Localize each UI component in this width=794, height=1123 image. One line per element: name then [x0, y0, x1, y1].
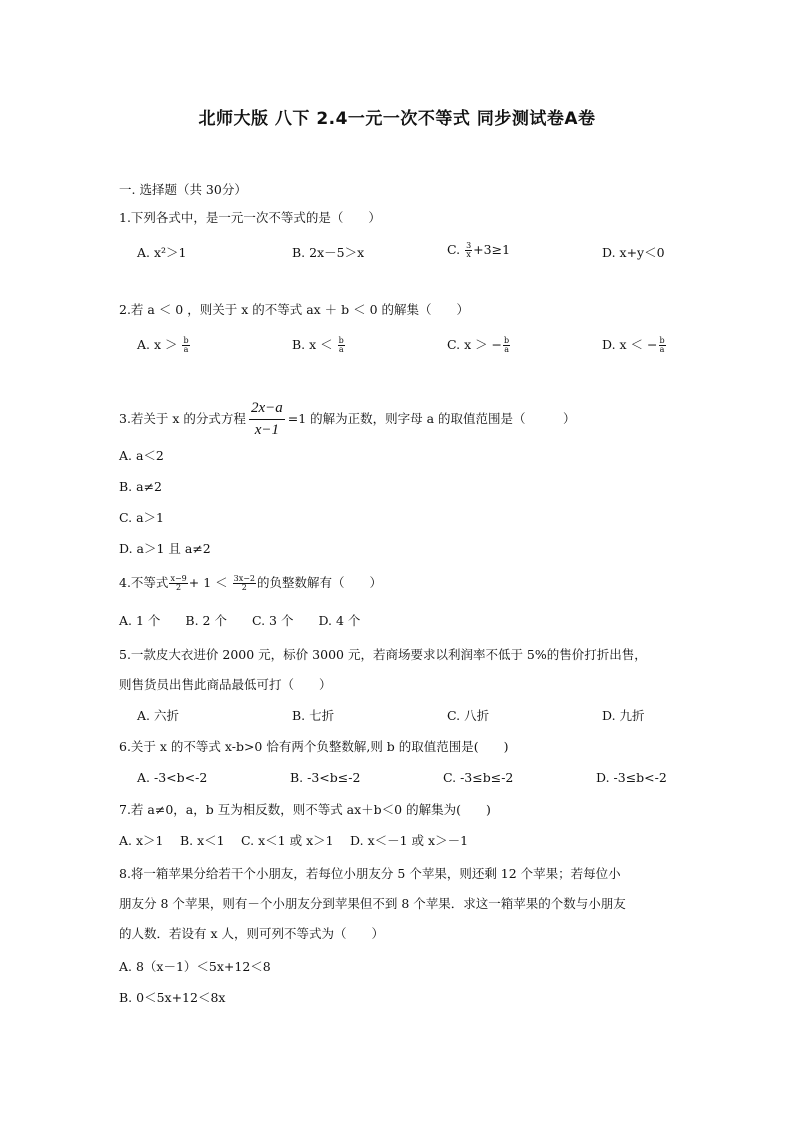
question-3-option-b: B. a≠2	[119, 479, 163, 494]
question-1-option-a: A. x²＞1	[137, 245, 187, 260]
option-rest: +3≥1	[473, 242, 511, 257]
question-2-option-c	[447, 337, 511, 354]
fraction	[169, 575, 187, 592]
question-2-option-a	[137, 337, 191, 354]
question-5-stem-line-2: 则售货员出售此商品最低可打（ ）	[119, 677, 332, 692]
question-8-stem-line-3: 的人数．若设有 x 人，则可列不等式为（ ）	[119, 926, 384, 941]
question-6-option-c: C. -3≤b≤-2	[443, 770, 514, 785]
stem-prefix: 4.不等式	[119, 575, 169, 590]
question-8-option-a: A. 8（x－1）＜5x+12＜8	[119, 959, 271, 974]
question-1-option-b: B. 2x－5＞x	[292, 245, 365, 260]
question-5-option-c: C. 八折	[447, 708, 490, 723]
question-5-option-a: A. 六折	[137, 708, 179, 723]
fraction-numerator: x−9	[170, 574, 187, 583]
fraction-numerator: b	[183, 336, 189, 345]
stem-prefix: 3.若关于 x 的分式方程	[119, 411, 246, 426]
question-3-option-c: C. a＞1	[119, 510, 164, 525]
fraction-numerator: b	[659, 336, 665, 345]
question-4-options: A. 1 个 B. 2 个 C. 3 个 D. 4 个	[119, 613, 361, 628]
fraction-numerator: b	[504, 336, 510, 345]
fraction-denominator: 2	[233, 583, 256, 592]
question-5-option-b: B. 七折	[292, 708, 335, 723]
question-1-option-d: D. x+y＜0	[602, 245, 665, 260]
fraction	[659, 337, 666, 354]
question-1-stem: 1.下列各式中，是一元一次不等式的是（ ）	[119, 210, 381, 225]
page-title: 北师大版 八下 2.4一元一次不等式 同步测试卷A卷	[198, 109, 596, 129]
question-6-stem: 6.关于 x 的不等式 x-b>0 恰有两个负整数解,则 b 的取值范围是( )	[119, 739, 509, 754]
question-6-option-b: B. -3<b≤-2	[290, 770, 361, 785]
option-label: B. x ＜	[292, 337, 337, 352]
option-label: D. x ＜ −	[602, 337, 658, 352]
fraction	[233, 575, 256, 592]
fraction-denominator: a	[504, 345, 509, 354]
fraction	[503, 337, 510, 354]
option-label: C.	[447, 242, 465, 257]
stem-suffix: =1 的解为正数，则字母 a 的取值范围是（ ）	[287, 411, 576, 426]
fraction	[338, 337, 345, 354]
fraction-numerator: 3	[466, 241, 472, 250]
fraction-numerator: 3x−2	[233, 574, 256, 583]
fraction-numerator: b	[338, 336, 344, 345]
fraction-numerator: 2x−a	[250, 400, 283, 416]
question-8-option-b: B. 0＜5x+12＜8x	[119, 990, 226, 1005]
fraction-denominator: a	[659, 345, 665, 354]
question-7-stem: 7.若 a≠0，a，b 互为相反数，则不等式 ax＋b＜0 的解集为( )	[119, 802, 491, 817]
fraction-denominator: x−1	[249, 419, 285, 439]
fraction-denominator: a	[338, 345, 344, 354]
stem-suffix: 的负整数解有（ ）	[257, 575, 383, 590]
question-1-option-c	[447, 242, 510, 259]
question-5-option-d: D. 九折	[602, 708, 645, 723]
stem-middle: + 1 ＜	[188, 575, 232, 590]
question-4-stem	[119, 575, 382, 592]
question-2-option-b	[292, 337, 346, 354]
question-3-stem	[119, 400, 576, 438]
fraction	[465, 242, 472, 259]
option-label: A. x ＞	[137, 337, 182, 352]
question-8-stem-line-1: 8.将一箱苹果分给若干个小朋友，若每位小朋友分 5 个苹果，则还剩 12 个苹果；若每位小	[119, 866, 621, 881]
question-3-option-d: D. a＞1 且 a≠2	[119, 541, 211, 556]
question-6-option-a: A. -3<b<-2	[137, 770, 208, 785]
section-heading: 一. 选择题（共 30分）	[119, 182, 247, 197]
option-label: C. x ＞ −	[447, 337, 503, 352]
fraction-denominator: 2	[169, 583, 187, 592]
fraction-denominator: a	[183, 345, 189, 354]
question-3-option-a: A. a＜2	[119, 448, 164, 463]
fraction	[182, 337, 189, 354]
question-6-option-d: D. -3≤b<-2	[596, 770, 667, 785]
question-2-stem: 2.若 a ＜ 0 ，则关于 x 的不等式 ax ＋ b ＜ 0 的解集（ ）	[119, 302, 470, 317]
fraction-denominator: x	[466, 250, 471, 259]
question-2-option-d	[602, 337, 667, 354]
question-5-stem-line-1: 5.一款皮大衣进价 2000 元，标价 3000 元，若商场要求以利润率不低于 5%的售价打折出售，	[119, 647, 647, 662]
question-8-stem-line-2: 朋友分 8 个苹果，则有－个小朋友分到苹果但不到 8 个苹果．求这一箱苹果的个数与小朋友	[119, 896, 626, 911]
question-7-options: A. x＞1 B. x＜1 C. x＜1 或 x＞1 D. x＜－1 或 x＞－1	[119, 833, 469, 848]
equation-fraction	[249, 400, 285, 438]
